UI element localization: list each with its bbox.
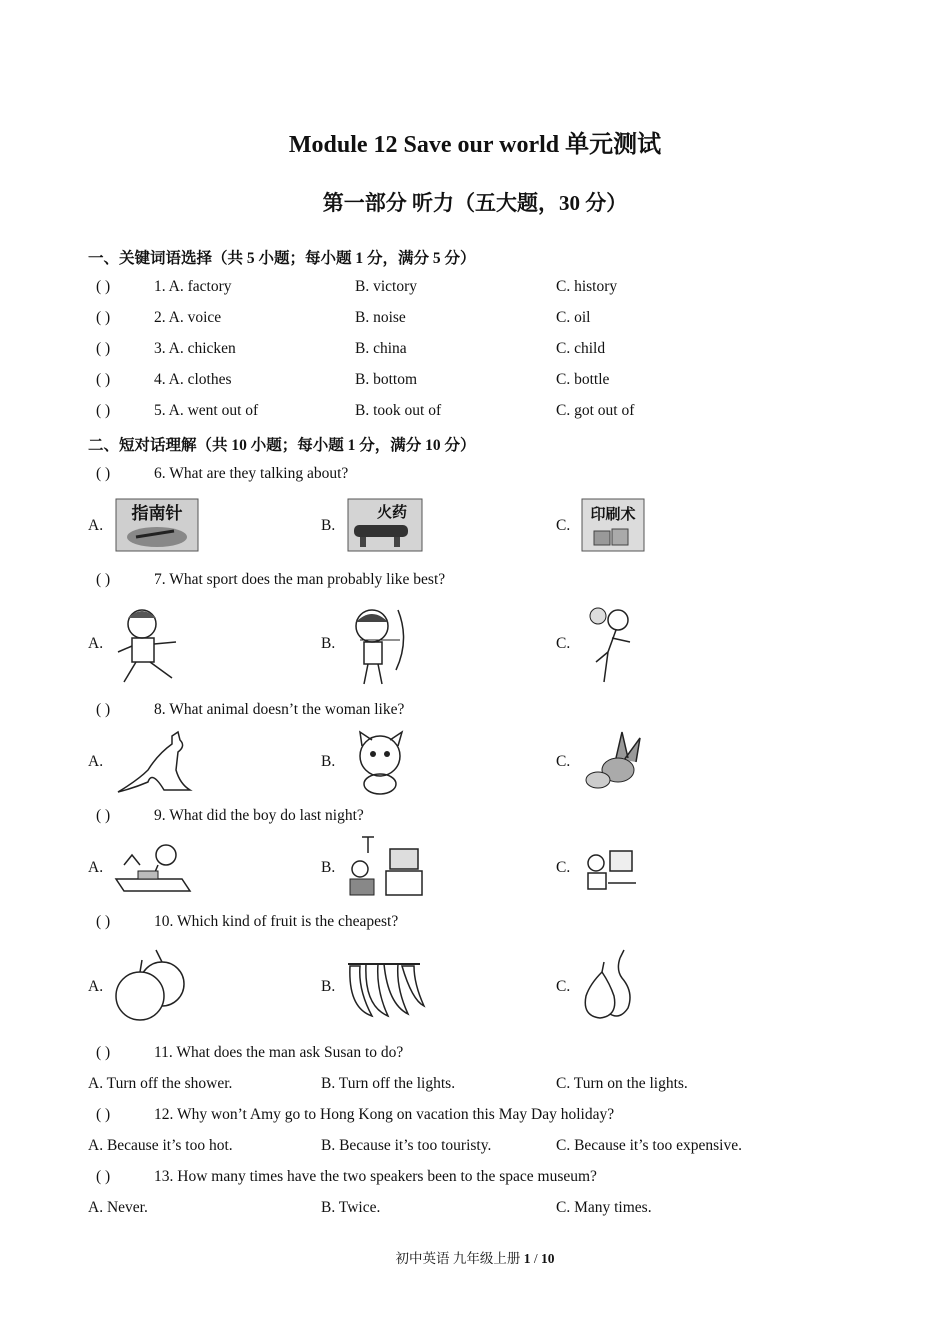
q7-options — [88, 600, 868, 690]
answer-blank: ( ) — [96, 571, 111, 588]
question-text: 11. What does the man ask Susan to do? — [154, 1044, 404, 1061]
option-c: C. history — [556, 278, 618, 295]
question-text: 10. Which kind of fruit is the cheapest? — [154, 913, 399, 930]
question-text: 13. How many times have the two speakers been to the space museum? — [154, 1168, 597, 1185]
option-c-label: C. — [556, 635, 571, 652]
answer-blank: ( ) — [96, 278, 111, 295]
option-b: B. Because it’s too touristy. — [321, 1137, 492, 1154]
option-b-label: B. — [321, 978, 336, 995]
answer-blank: ( ) — [96, 340, 111, 357]
option-b: B. noise — [355, 309, 406, 326]
answer-blank: ( ) — [96, 1168, 111, 1185]
page-separator: / — [530, 1251, 541, 1266]
answer-blank: ( ) — [96, 371, 111, 388]
apples-icon — [110, 948, 190, 1024]
option-b: B. Twice. — [321, 1199, 381, 1216]
option-a-label: A. — [88, 859, 104, 876]
option-c-label: C. — [556, 859, 571, 876]
compass-picture-icon — [114, 497, 200, 553]
option-b: B. victory — [355, 278, 417, 295]
page-number: 1 — [523, 1251, 531, 1266]
option-b-label: B. — [321, 859, 336, 876]
option-a-label: A. — [88, 635, 104, 652]
q5-row — [88, 402, 868, 424]
gunpowder-picture-icon — [346, 497, 424, 553]
option-b: B. took out of — [355, 402, 442, 419]
computer-user-icon — [580, 843, 640, 899]
question-text: 6. What are they talking about? — [154, 465, 349, 482]
option-a: A. Never. — [88, 1199, 148, 1216]
answer-blank: ( ) — [96, 807, 111, 824]
q1-row — [88, 278, 868, 300]
answer-blank: ( ) — [96, 701, 111, 718]
question-text: 9. What did the boy do last night? — [154, 807, 364, 824]
option-a-label: A. — [88, 517, 104, 534]
option-b: B. Turn off the lights. — [321, 1075, 456, 1092]
option-c: C. bottle — [556, 371, 610, 388]
option-c: C. child — [556, 340, 606, 357]
option-c: C. Many times. — [556, 1199, 652, 1216]
option-a-label: A. — [88, 753, 104, 770]
kangaroo-icon — [114, 730, 196, 794]
footer-text: 初中英语 九年级上册 — [395, 1251, 524, 1266]
option-b-label: B. — [321, 517, 336, 534]
q2-row — [88, 309, 868, 331]
bananas-icon — [344, 960, 428, 1020]
option-a: 2. A. voice — [154, 309, 222, 326]
option-b: B. bottom — [355, 371, 418, 388]
option-a: 4. A. clothes — [154, 371, 232, 388]
option-c: C. Turn on the lights. — [556, 1075, 688, 1092]
option-a: 3. A. chicken — [154, 340, 236, 357]
answer-blank: ( ) — [96, 1044, 111, 1061]
pic-caption: 指南针 — [131, 504, 183, 524]
pic-caption: 印刷术 — [590, 505, 636, 523]
answer-blank: ( ) — [96, 309, 111, 326]
page-footer — [0, 1247, 950, 1267]
option-c-label: C. — [556, 978, 571, 995]
answer-blank: ( ) — [96, 465, 111, 482]
q4-row — [88, 371, 868, 393]
option-a: 5. A. went out of — [154, 402, 259, 419]
q10-options — [88, 946, 868, 1026]
page-title: Module 12 Save our world 单元测试 — [288, 132, 662, 158]
q3-row — [88, 340, 868, 362]
question-text: 7. What sport does the man probably like best? — [154, 571, 446, 588]
watching-tv-icon — [344, 833, 424, 901]
answer-blank: ( ) — [96, 913, 111, 930]
option-b-label: B. — [321, 753, 336, 770]
soccer-player-icon — [576, 602, 640, 686]
option-c: C. oil — [556, 309, 591, 326]
option-c: C. Because it’s too expensive. — [556, 1137, 742, 1154]
section1-heading: 一、关键词语选择（共 5 小题；每小题 1 分，满分 5 分） — [88, 250, 476, 267]
option-a: A. Because it’s too hot. — [88, 1137, 233, 1154]
q8-options — [88, 728, 868, 798]
q9-options — [88, 833, 868, 903]
kungfu-boy-icon — [110, 602, 190, 686]
option-c-label: C. — [556, 517, 571, 534]
q6-options — [88, 495, 868, 555]
option-a-label: A. — [88, 978, 104, 995]
page-total: 10 — [541, 1251, 555, 1266]
printing-picture-icon — [580, 497, 646, 553]
answer-blank: ( ) — [96, 402, 111, 419]
option-b: B. china — [355, 340, 407, 357]
answer-blank: ( ) — [96, 1106, 111, 1123]
option-a: 1. A. factory — [154, 278, 232, 295]
archer-girl-icon — [340, 600, 410, 688]
kitten-icon — [346, 730, 422, 796]
question-text: 12. Why won’t Amy go to Hong Kong on vacation this May Day holiday? — [154, 1106, 615, 1123]
question-text: 8. What animal doesn’t the woman like? — [154, 701, 405, 718]
option-c-label: C. — [556, 753, 571, 770]
pears-icon — [580, 948, 640, 1024]
pic-caption: 火药 — [376, 503, 408, 521]
option-c: C. got out of — [556, 402, 635, 419]
option-a: A. Turn off the shower. — [88, 1075, 233, 1092]
part-title: 第一部分 听力（五大题，30 分） — [322, 191, 628, 215]
section2-heading: 二、短对话理解（共 10 小题；每小题 1 分，满分 10 分） — [88, 437, 476, 454]
option-b-label: B. — [321, 635, 336, 652]
rabbit-icon — [580, 728, 646, 794]
homework-desk-icon — [112, 835, 192, 899]
